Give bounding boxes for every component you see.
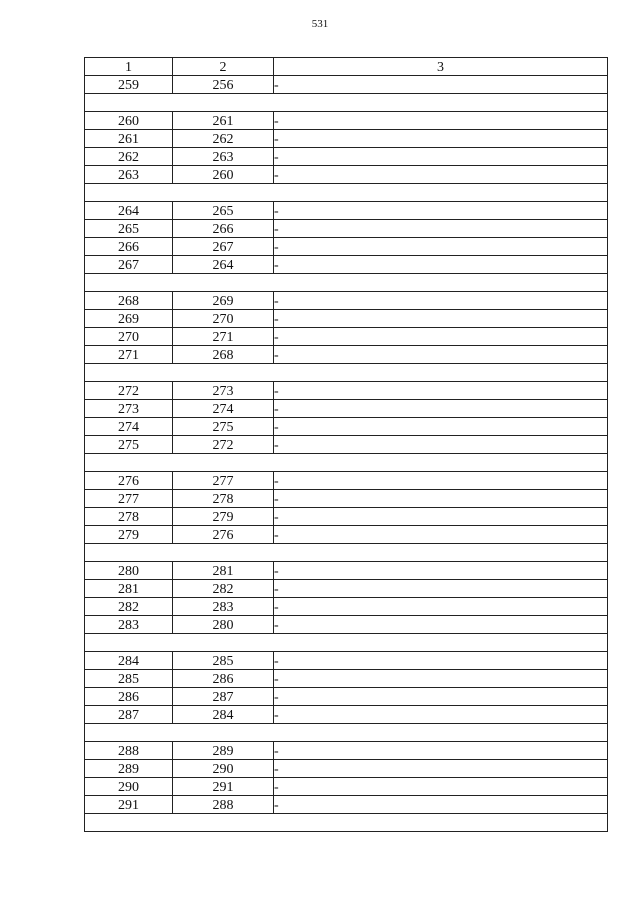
- table-row: [85, 778, 608, 796]
- table-row: [85, 472, 608, 490]
- separator-cell: [85, 454, 608, 472]
- cell-col-3: -: [274, 112, 608, 130]
- table-row: [85, 490, 608, 508]
- table-row: [85, 598, 608, 616]
- cell-col-1: 286: [85, 688, 173, 706]
- separator-cell: [85, 364, 608, 382]
- cell-col-1: 260: [85, 112, 173, 130]
- header-col-2: 2: [173, 58, 274, 76]
- table-row: [85, 202, 608, 220]
- table-row: [85, 526, 608, 544]
- cell-col-1: 282: [85, 598, 173, 616]
- cell-col-2: 274: [173, 400, 274, 418]
- cell-col-2: 285: [173, 652, 274, 670]
- table-row: [85, 400, 608, 418]
- cell-col-1: 280: [85, 562, 173, 580]
- table-row: [85, 436, 608, 454]
- table-separator-row: [85, 454, 608, 472]
- cell-col-1: 287: [85, 706, 173, 724]
- cell-col-3: -: [274, 490, 608, 508]
- cell-col-3: -: [274, 418, 608, 436]
- cell-col-1: 290: [85, 778, 173, 796]
- table-row: [85, 382, 608, 400]
- table-separator-row: [85, 724, 608, 742]
- header-col-1: 1: [85, 58, 173, 76]
- separator-cell: [85, 634, 608, 652]
- header-col-3: 3: [274, 58, 608, 76]
- cell-col-3: -: [274, 148, 608, 166]
- cell-col-1: 278: [85, 508, 173, 526]
- cell-col-1: 285: [85, 670, 173, 688]
- cell-col-2: 291: [173, 778, 274, 796]
- table-row: [85, 220, 608, 238]
- cell-col-1: 291: [85, 796, 173, 814]
- cell-col-3: -: [274, 166, 608, 184]
- cell-col-3: -: [274, 256, 608, 274]
- separator-cell: [85, 274, 608, 292]
- cell-col-1: 288: [85, 742, 173, 760]
- table-row: [85, 148, 608, 166]
- cell-col-2: 262: [173, 130, 274, 148]
- table-row: [85, 616, 608, 634]
- cell-col-2: 265: [173, 202, 274, 220]
- cell-col-1: 267: [85, 256, 173, 274]
- cell-col-2: 290: [173, 760, 274, 778]
- cell-col-3: -: [274, 778, 608, 796]
- cell-col-3: -: [274, 220, 608, 238]
- cell-col-3: -: [274, 526, 608, 544]
- table-row: [85, 580, 608, 598]
- cell-col-1: 271: [85, 346, 173, 364]
- cell-col-2: 270: [173, 310, 274, 328]
- cell-col-3: -: [274, 382, 608, 400]
- cell-col-2: 281: [173, 562, 274, 580]
- cell-col-3: -: [274, 130, 608, 148]
- table-row: [85, 688, 608, 706]
- cell-col-1: 277: [85, 490, 173, 508]
- table-row: [85, 112, 608, 130]
- table-row: [85, 76, 608, 94]
- cell-col-1: 264: [85, 202, 173, 220]
- table-row: [85, 760, 608, 778]
- cell-col-3: -: [274, 760, 608, 778]
- cell-col-2: 277: [173, 472, 274, 490]
- cell-col-2: 269: [173, 292, 274, 310]
- cell-col-1: 263: [85, 166, 173, 184]
- table-row: [85, 508, 608, 526]
- cell-col-2: 266: [173, 220, 274, 238]
- separator-cell: [85, 814, 608, 832]
- cell-col-3: -: [274, 616, 608, 634]
- cell-col-1: 262: [85, 148, 173, 166]
- cell-col-2: 289: [173, 742, 274, 760]
- cell-col-3: -: [274, 562, 608, 580]
- cell-col-2: 280: [173, 616, 274, 634]
- cell-col-2: 268: [173, 346, 274, 364]
- cell-col-1: 265: [85, 220, 173, 238]
- cell-col-3: -: [274, 76, 608, 94]
- cell-col-2: 275: [173, 418, 274, 436]
- page-number: 531: [311, 18, 329, 30]
- cell-col-2: 267: [173, 238, 274, 256]
- separator-cell: [85, 94, 608, 112]
- cell-col-1: 269: [85, 310, 173, 328]
- cell-col-3: -: [274, 436, 608, 454]
- table-separator-row: [85, 814, 608, 832]
- table-row: [85, 706, 608, 724]
- separator-cell: [85, 724, 608, 742]
- cell-col-1: 270: [85, 328, 173, 346]
- table-row: [85, 238, 608, 256]
- cell-col-3: -: [274, 472, 608, 490]
- table-row: [85, 328, 608, 346]
- cell-col-1: 268: [85, 292, 173, 310]
- cell-col-2: 282: [173, 580, 274, 598]
- cell-col-2: 284: [173, 706, 274, 724]
- cell-col-3: -: [274, 706, 608, 724]
- cell-col-3: -: [274, 310, 608, 328]
- table-separator-row: [85, 544, 608, 562]
- cell-col-3: -: [274, 328, 608, 346]
- cell-col-2: 283: [173, 598, 274, 616]
- table-separator-row: [85, 184, 608, 202]
- cell-col-1: 266: [85, 238, 173, 256]
- cell-col-1: 273: [85, 400, 173, 418]
- data-table: [84, 57, 608, 832]
- cell-col-3: -: [274, 688, 608, 706]
- cell-col-2: 260: [173, 166, 274, 184]
- separator-cell: [85, 544, 608, 562]
- cell-col-3: -: [274, 742, 608, 760]
- table-row: [85, 166, 608, 184]
- cell-col-1: 279: [85, 526, 173, 544]
- cell-col-3: -: [274, 292, 608, 310]
- table-separator-row: [85, 364, 608, 382]
- table-row: [85, 562, 608, 580]
- cell-col-2: 264: [173, 256, 274, 274]
- cell-col-3: -: [274, 670, 608, 688]
- table-row: [85, 346, 608, 364]
- cell-col-3: -: [274, 400, 608, 418]
- cell-col-1: 275: [85, 436, 173, 454]
- table-row: [85, 742, 608, 760]
- cell-col-1: 276: [85, 472, 173, 490]
- cell-col-2: 261: [173, 112, 274, 130]
- cell-col-1: 283: [85, 616, 173, 634]
- cell-col-2: 272: [173, 436, 274, 454]
- cell-col-3: -: [274, 202, 608, 220]
- cell-col-1: 281: [85, 580, 173, 598]
- cell-col-2: 263: [173, 148, 274, 166]
- table-row: [85, 652, 608, 670]
- cell-col-3: -: [274, 346, 608, 364]
- cell-col-2: 288: [173, 796, 274, 814]
- table-separator-row: [85, 634, 608, 652]
- cell-col-3: -: [274, 238, 608, 256]
- cell-col-1: 289: [85, 760, 173, 778]
- cell-col-2: 286: [173, 670, 274, 688]
- cell-col-3: -: [274, 508, 608, 526]
- cell-col-2: 287: [173, 688, 274, 706]
- cell-col-2: 278: [173, 490, 274, 508]
- cell-col-1: 272: [85, 382, 173, 400]
- table-body: [85, 76, 608, 832]
- table-row: [85, 670, 608, 688]
- cell-col-3: -: [274, 652, 608, 670]
- table-row: [85, 310, 608, 328]
- table-header-row: [85, 58, 608, 76]
- cell-col-3: -: [274, 598, 608, 616]
- cell-col-2: 273: [173, 382, 274, 400]
- separator-cell: [85, 184, 608, 202]
- cell-col-3: -: [274, 796, 608, 814]
- cell-col-1: 259: [85, 76, 173, 94]
- table-separator-row: [85, 94, 608, 112]
- table-row: [85, 418, 608, 436]
- cell-col-1: 261: [85, 130, 173, 148]
- table-row: [85, 256, 608, 274]
- cell-col-2: 271: [173, 328, 274, 346]
- table-separator-row: [85, 274, 608, 292]
- cell-col-1: 274: [85, 418, 173, 436]
- cell-col-2: 279: [173, 508, 274, 526]
- table-row: [85, 292, 608, 310]
- table-row: [85, 130, 608, 148]
- cell-col-3: -: [274, 580, 608, 598]
- cell-col-1: 284: [85, 652, 173, 670]
- cell-col-2: 276: [173, 526, 274, 544]
- table-row: [85, 796, 608, 814]
- cell-col-2: 256: [173, 76, 274, 94]
